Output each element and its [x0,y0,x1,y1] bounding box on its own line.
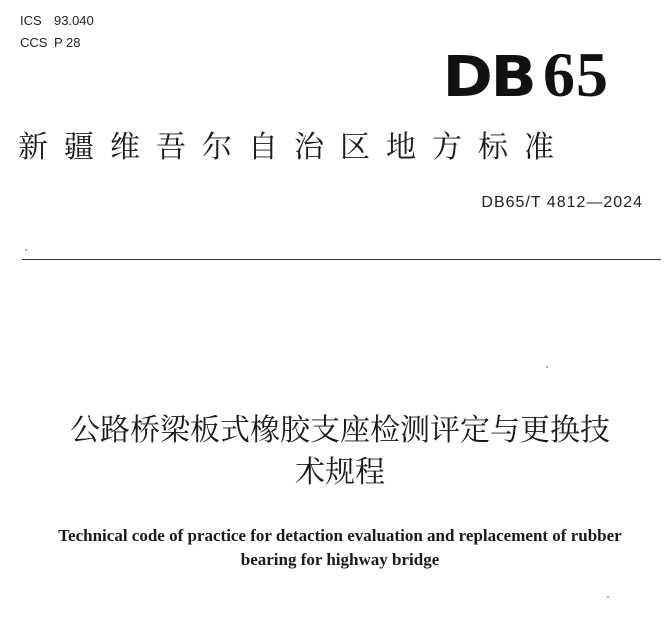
scan-speck [607,596,609,598]
logo-region-code: 65 [543,39,609,110]
header-divider [22,259,661,260]
chinese-title-line-2: 术规程 [295,455,385,490]
english-title-line-1: Technical code of practice for detaction evaluation and replacement of rubber [58,526,622,545]
standard-number: DB65/T 4812—2024 [481,194,643,211]
ics-value: 93.040 [54,13,94,28]
logo-prefix: DB [442,45,535,110]
ccs-row [20,32,94,54]
standard-category-heading: 新疆维吾尔自治区地方标准 [18,130,570,165]
scan-speck [546,366,548,368]
chinese-title-line-1: 公路桥梁板式橡胶支座检测评定与更换技 [70,413,610,448]
english-title [20,524,660,572]
classification-block [20,10,94,54]
ics-label: ICS [20,13,42,28]
ics-row [20,10,94,32]
ccs-value: P 28 [54,35,81,50]
scan-speck [25,249,27,251]
ccs-label: CCS [20,35,48,50]
english-title-line-2: bearing for highway bridge [240,550,440,569]
chinese-title [20,410,660,494]
standard-logo [442,39,609,113]
